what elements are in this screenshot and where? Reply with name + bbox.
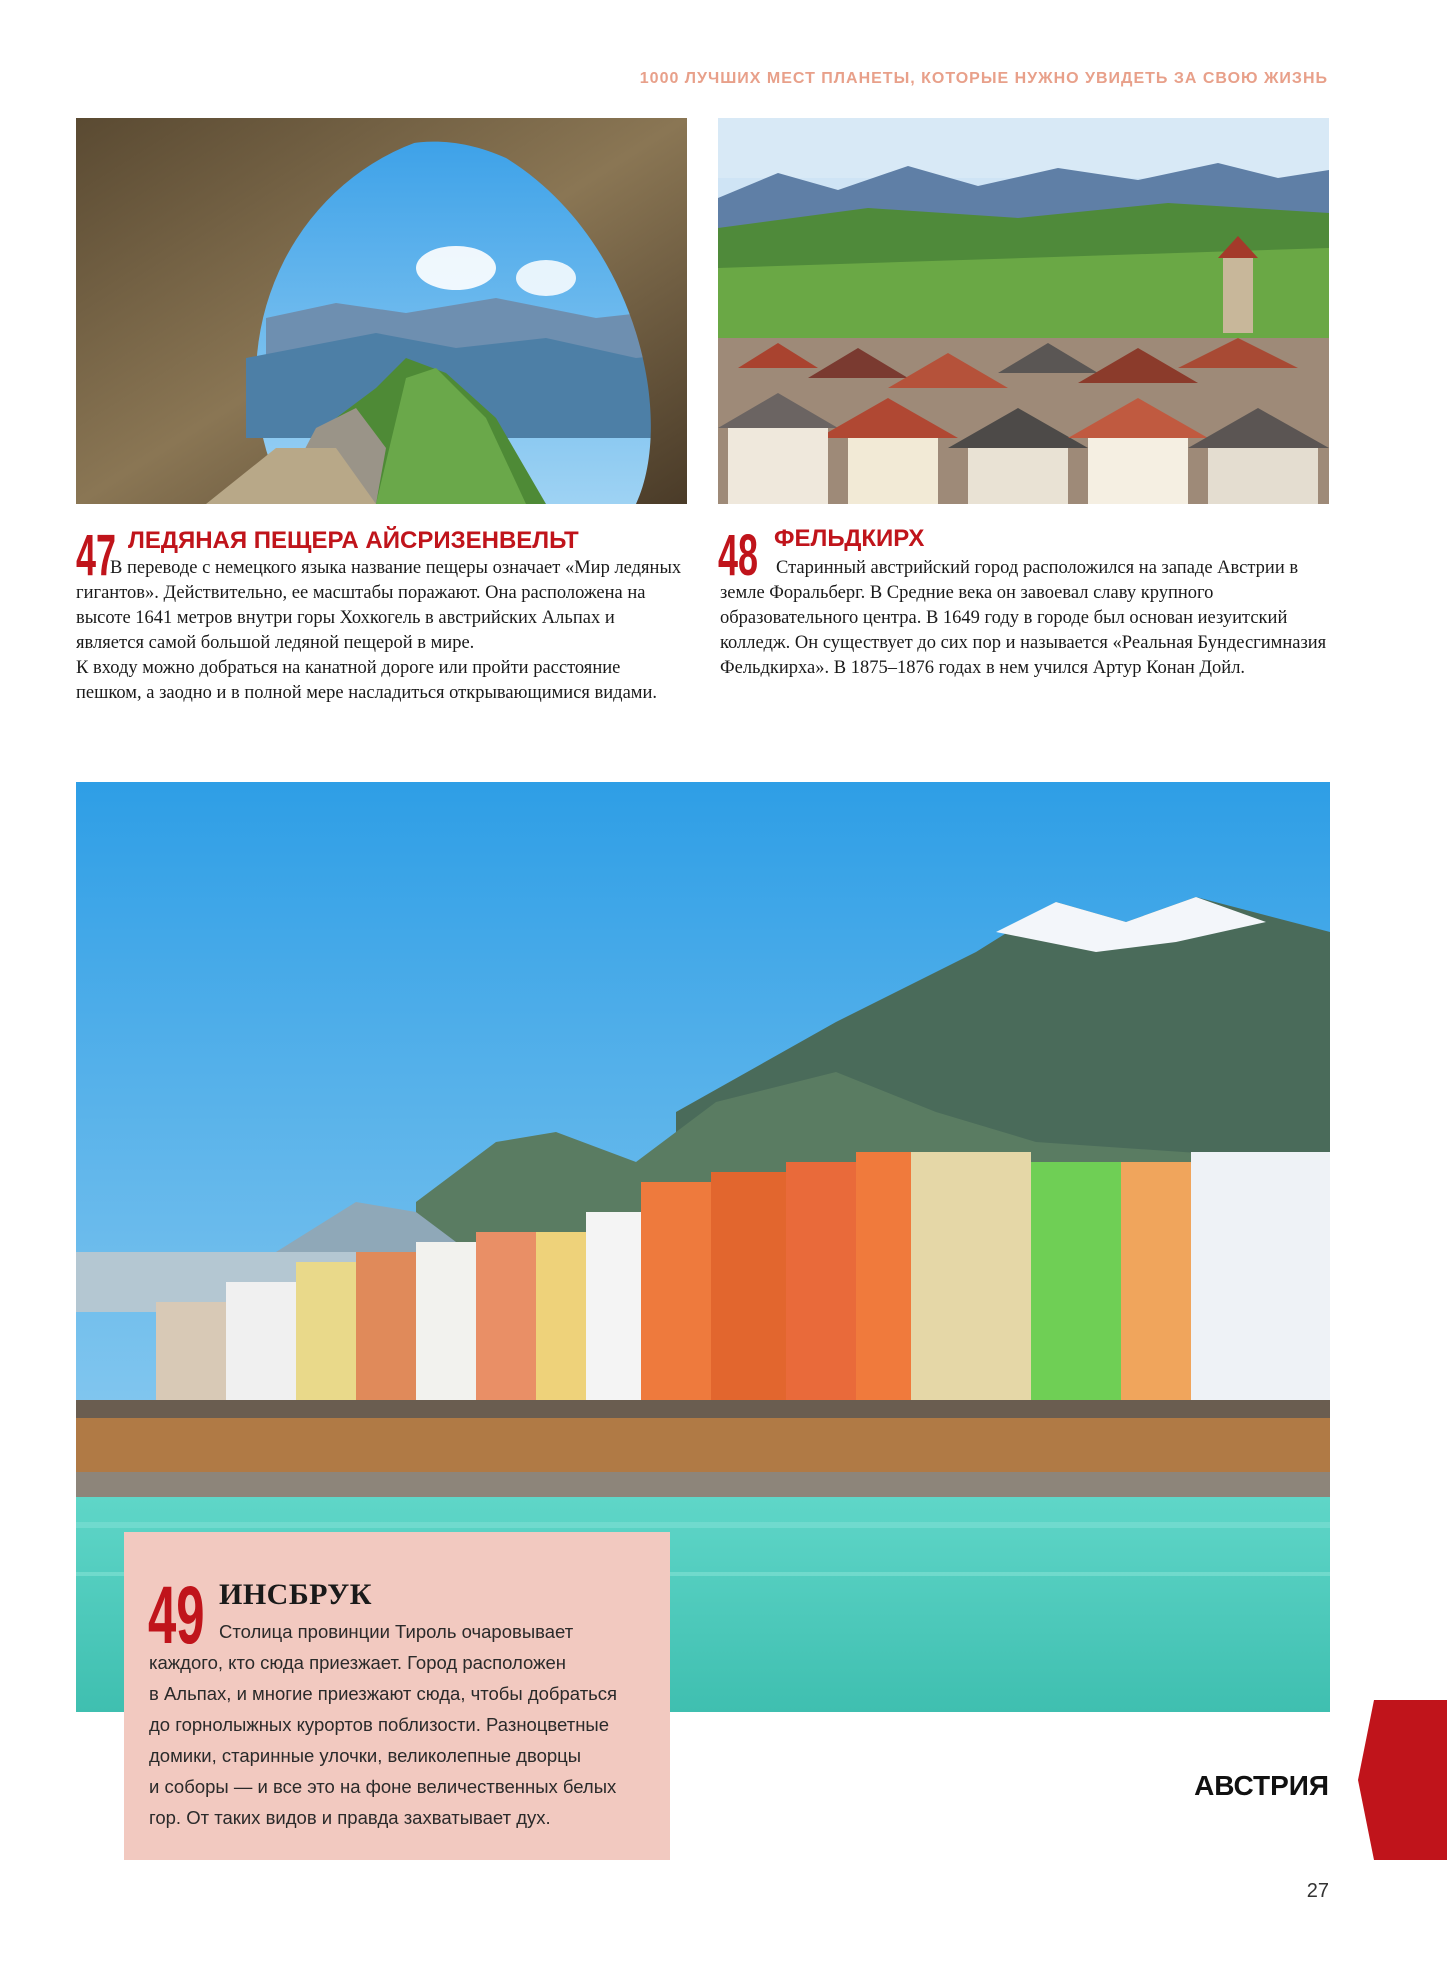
entry-47-paragraph-1: В переводе с немецкого языка название пещеры означает «Мир ледяных гигантов». Действительно, ее масштабы поражают. Она расположена на высоте 1641 метров внутри горы Хохкогель в австрийских Альпах и является самой большой ледяной пещерой в мире. — [76, 558, 682, 653]
entry-number-48: 48 — [718, 523, 758, 588]
entry-title-49: ИНСБРУК — [219, 1578, 373, 1611]
entry-number-49: 49 — [148, 1570, 205, 1661]
running-head: 1000 ЛУЧШИХ МЕСТ ПЛАНЕТЫ, КОТОРЫЕ НУЖНО УВИДЕТЬ ЗА СВОЮ ЖИЗНЬ — [639, 70, 1328, 87]
entry-title-48: ФЕЛЬДКИРХ — [774, 525, 925, 552]
entry-49-line: в Альпах, и многие приезжают сюда, чтобы добраться — [149, 1683, 618, 1704]
entry-text-48 — [720, 556, 1330, 681]
entry-number-47: 47 — [76, 523, 116, 588]
entry-49-line: каждого, кто сюда приезжает. Город расположен — [149, 1652, 567, 1673]
feldkirch-photo — [718, 118, 1329, 504]
entry-text-49 — [124, 1616, 689, 1833]
entry-49-line: Столица провинции Тироль очаровывает — [219, 1621, 574, 1642]
entry-text-47 — [76, 556, 686, 706]
entry-47-paragraph-2: К входу можно добраться на канатной дороге или пройти расстояние пешком, а заодно и в полной мере насладиться открывающимися видами. — [76, 658, 658, 703]
entry-49-line: до горнолыжных курортов поблизости. Разноцветные — [149, 1714, 609, 1735]
country-tab-marker — [1358, 1700, 1447, 1860]
cave-photo — [76, 118, 687, 504]
innsbruck-caption-box — [124, 1532, 670, 1860]
country-label: АВСТРИЯ — [1194, 1770, 1329, 1801]
page-number: 27 — [1306, 1880, 1329, 1902]
entry-48-paragraph-1: Старинный австрийский город расположился на западе Австрии в земле Форальберг. В Средние века он завоевал славу крупного образовательного центра. В 1649 году в городе был основан иезуитский колледж. Он существует до сих пор и называется «Реальная Бундесгимназия Фельдкирха». В 1875–1876 годах в нем учился Артур Конан Дойл. — [720, 558, 1327, 678]
entry-49-line: домики, старинные улочки, великолепные дворцы — [149, 1745, 582, 1766]
entry-49-line: и соборы — и все это на фоне величественных белых — [149, 1776, 617, 1797]
entry-title-47: ЛЕДЯНАЯ ПЕЩЕРА АЙСРИЗЕНВЕЛЬТ — [128, 527, 579, 554]
entry-49-line: гор. От таких видов и правда захватывает дух. — [149, 1807, 551, 1828]
